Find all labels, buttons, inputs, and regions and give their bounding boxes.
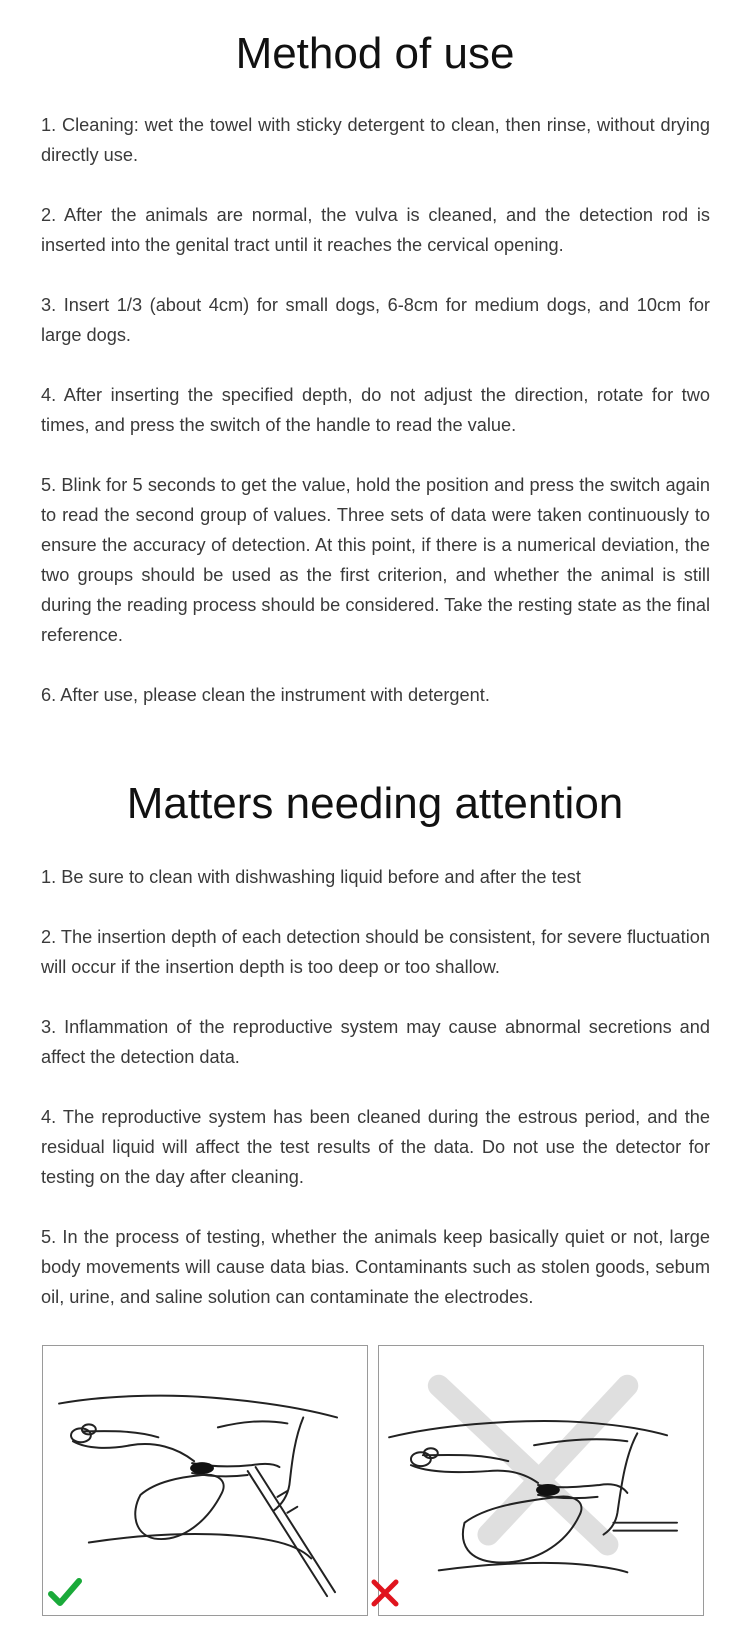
attention-item-3: 3. Inflammation of the reproductive system may cause abnormal secretions and affect the detection data. [41,1017,710,1067]
method-step-2: 2. After the animals are normal, the vulva is cleaned, and the detection rod is inserted into the genital tract until it reaches the cervical opening. [41,205,710,255]
attention-title: Matters needing attention [126,779,624,828]
attention-item-1: 1. Be sure to clean with dishwashing liquid before and after the test [41,867,581,887]
wrong-insertion-drawing [379,1346,703,1615]
attention-item-5: 5. In the process of testing, whether the animals keep basically quiet or not, large body movements will cause data bias. Contaminants such as stolen goods, sebum oil, urine, and saline solution can contaminate the electrodes. [41,1227,710,1307]
probe-tip-icon [536,1484,560,1496]
method-title: Method of use [235,29,515,78]
correct-insertion-drawing [43,1346,367,1615]
method-step-6: 6. After use, please clean the instrument with detergent. [41,685,490,705]
method-step-4: 4. After inserting the specified depth, do not adjust the direction, rotate for two times, and press the switch of the handle to read the value. [41,385,710,435]
method-step-1: 1. Cleaning: wet the towel with sticky detergent to clean, then rinse, without drying directly use. [41,115,710,165]
probe-tip-icon [190,1462,214,1474]
method-step-3: 3. Insert 1/3 (about 4cm) for small dogs, 6-8cm for medium dogs, and 10cm for large dogs. [41,295,710,345]
checkmark-icon [48,1576,82,1608]
attention-item-4: 4. The reproductive system has been cleaned during the estrous period, and the residual liquid will affect the test results of the data. Do not use the detector for testing on the day after cleaning. [41,1107,710,1187]
wrong-insertion-illustration [378,1345,704,1616]
method-step-5: 5. Blink for 5 seconds to get the value, hold the position and press the switch again to read the second group of values. Three sets of data were taken continuously to ensure the accuracy of detection. At this point, if there is a numerical deviation, the two groups should be used as the first criterion, and whether the animal is still during the reading process should be considered. Take the resting state as the final reference. [41,475,710,645]
x-mark-icon [370,1578,400,1608]
correct-insertion-illustration [42,1345,368,1616]
attention-item-2: 2. The insertion depth of each detection should be consistent, for severe fluctuation will occur if the insertion depth is too deep or too shallow. [41,927,710,977]
